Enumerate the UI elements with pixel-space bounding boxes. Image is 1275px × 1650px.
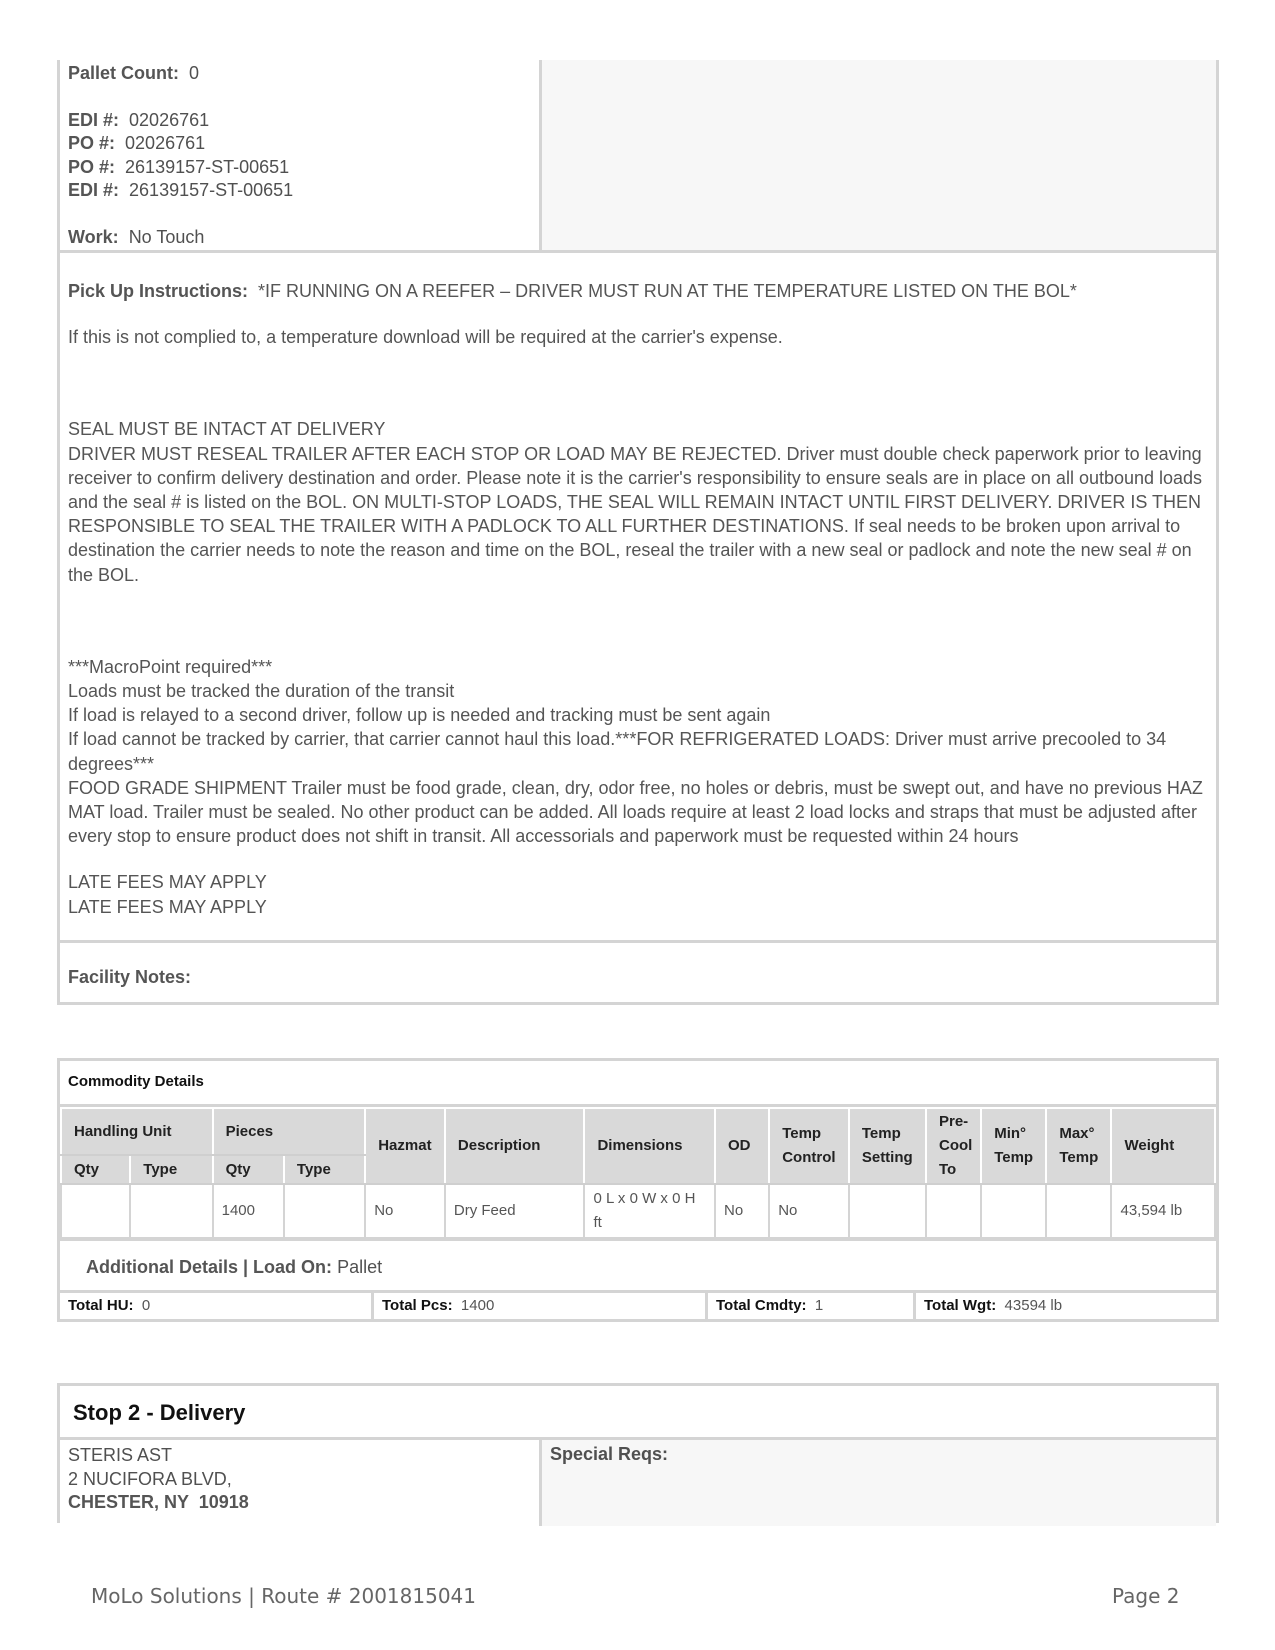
cell-hu-type <box>130 1184 212 1238</box>
cell-temp-setting <box>849 1184 926 1238</box>
work-row <box>68 226 539 250</box>
commodity-table <box>60 1107 1216 1239</box>
pickup-instructions <box>60 253 1216 943</box>
total-hu <box>60 1293 374 1321</box>
additional-details <box>60 1239 1216 1293</box>
seal-body: DRIVER MUST RESEAL TRAILER AFTER EACH STOP OR LOAD MAY BE REJECTED. Driver must double check paperwork prior to leaving receiver to confirm delivery destination and order. Please note it is the carrier's responsibility to ensure seals are in place on all outbound loads and the seal # is listed on the BOL. ON MULTI-STOP LOADS, THE SEAL WILL REMAIN INTACT UNTIL FIRST DELIVERY. DRIVER IS THEN RESPONSIBLE TO SEAL THE TRAILER WITH A PADLOCK TO ALL FURTHER DESTINATIONS. If seal needs to be broken upon arrival to destination the carrier needs to note the reason and time on the BOL, reseal the trailer with a new seal or padlock and note the new seal # on the BOL. <box>68 443 1203 585</box>
pickup-para-1: If this is not complied to, a temperature download will be required at the carrier's expense. <box>68 327 783 348</box>
reference-value: 02026761 <box>125 133 206 153</box>
cell-hu-qty <box>61 1184 130 1238</box>
stop-address <box>60 1440 542 1526</box>
reference-row <box>68 179 539 203</box>
food-grade-text: FOOD GRADE SHIPMENT Trailer must be food grade, clean, dry, odor free, no holes or debris, must be swept out, and have no previous HAZ MAT load. Trailer must be sealed. No other product can be added. All loads require at least 2 load locks and straps that must be adjusted after every stop to ensure product does not shift in transit. All accessorials and paperwork must be requested within 24 hours <box>68 777 1203 847</box>
pallet-count-value: 0 <box>189 63 200 83</box>
reference-label: PO #: <box>68 133 116 153</box>
facility-notes-label: Facility Notes: <box>68 967 192 987</box>
seal-heading: SEAL MUST BE INTACT AT DELIVERY <box>68 419 386 440</box>
commodity-details-section <box>57 1058 1219 1322</box>
reference-row <box>68 156 539 180</box>
cell-max-temp <box>1046 1184 1111 1238</box>
cell-pcs-type <box>284 1184 365 1238</box>
reference-label: EDI #: <box>68 180 120 200</box>
header-hu-qty: Qty <box>61 1155 130 1184</box>
load-on-value: Pallet <box>337 1257 383 1277</box>
total-pcs-label: Total Pcs: <box>382 1297 453 1314</box>
macropoint-line: If load is relayed to a second driver, follow up is needed and tracking must be sent again <box>68 705 771 726</box>
cell-temp-control: No <box>769 1184 849 1238</box>
header-weight: Weight <box>1111 1108 1215 1184</box>
cell-od: No <box>715 1184 769 1238</box>
total-wgt <box>916 1293 1216 1321</box>
header-pcs-qty: Qty <box>213 1155 284 1184</box>
total-hu-value: 0 <box>141 1297 151 1314</box>
cell-dimensions: 0 L x 0 W x 0 H ft <box>584 1184 715 1238</box>
additional-details-label: Additional Details | Load On: <box>86 1257 333 1277</box>
pallet-count-row <box>68 62 539 86</box>
stop-name: STERIS AST <box>68 1445 173 1465</box>
reference-label: PO #: <box>68 156 116 177</box>
macropoint-line: If load cannot be tracked by carrier, that carrier cannot haul this load.***FOR REFRIGERATED LOADS: Driver must arrive precooled to 34 degrees*** <box>68 729 1167 774</box>
cell-hazmat: No <box>365 1184 445 1238</box>
totals-row <box>60 1293 1216 1321</box>
header-dimensions: Dimensions <box>584 1108 715 1184</box>
reference-side-panel <box>542 60 1216 253</box>
header-pieces: Pieces <box>213 1108 366 1155</box>
cell-weight: 43,594 lb <box>1111 1184 1215 1238</box>
cell-pre-cool-to <box>926 1184 981 1238</box>
table-row <box>61 1184 1215 1238</box>
commodity-details-title: Commodity Details <box>60 1061 1216 1107</box>
reference-value: 02026761 <box>129 109 210 130</box>
reference-row <box>68 132 539 156</box>
footer-route: MoLo Solutions | Route # 2001815041 <box>91 1584 476 1608</box>
cell-min-temp <box>981 1184 1046 1238</box>
header-description: Description <box>445 1108 585 1184</box>
facility-notes <box>60 943 1216 999</box>
total-pcs <box>374 1293 708 1321</box>
header-hu-type: Type <box>130 1155 212 1184</box>
stop-title: Stop 2 - Delivery <box>60 1386 1216 1440</box>
header-od: OD <box>715 1108 769 1184</box>
stop-2-section <box>57 1383 1219 1523</box>
reference-value: 26139157-ST-00651 <box>129 180 294 200</box>
work-value: No Touch <box>128 226 205 247</box>
total-cmdty-value: 1 <box>814 1297 824 1314</box>
header-hazmat: Hazmat <box>365 1108 445 1184</box>
total-wgt-label: Total Wgt: <box>924 1297 997 1314</box>
header-temp-control: Temp Control <box>769 1108 849 1184</box>
pallet-count-label: Pallet Count: <box>68 63 179 83</box>
cell-description: Dry Feed <box>445 1184 585 1238</box>
late-fees-line: LATE FEES MAY APPLY <box>68 872 267 893</box>
header-temp-setting: Temp Setting <box>849 1108 926 1184</box>
macropoint-heading: ***MacroPoint required*** <box>68 656 273 677</box>
total-hu-label: Total HU: <box>68 1297 134 1314</box>
header-max-temp: Max° Temp <box>1046 1108 1111 1184</box>
late-fees-line: LATE FEES MAY APPLY <box>68 896 267 917</box>
header-min-temp: Min° Temp <box>981 1108 1046 1184</box>
cell-pcs-qty: 1400 <box>213 1184 284 1238</box>
reference-value: 26139157-ST-00651 <box>125 156 290 177</box>
pickup-details-section <box>57 60 1219 1005</box>
header-pcs-type: Type <box>284 1155 365 1184</box>
reference-panel <box>60 60 542 253</box>
total-pcs-value: 1400 <box>460 1297 495 1314</box>
pickup-first-line: *IF RUNNING ON A REEFER – DRIVER MUST RUN AT THE TEMPERATURE LISTED ON THE BOL* <box>258 281 1077 301</box>
reference-label: EDI #: <box>68 109 120 130</box>
reference-row <box>68 109 539 133</box>
macropoint-line: Loads must be tracked the duration of the transit <box>68 681 455 702</box>
work-label: Work: <box>68 226 119 247</box>
stop-street: 2 NUCIFORA BLVD, <box>68 1468 232 1489</box>
special-reqs-panel <box>542 1440 1216 1526</box>
total-cmdty-label: Total Cmdty: <box>716 1297 807 1314</box>
stop-city: CHESTER, NY 10918 <box>68 1492 249 1512</box>
pickup-instructions-label: Pick Up Instructions: <box>68 281 249 301</box>
header-handling-unit: Handling Unit <box>61 1108 213 1155</box>
special-reqs-label: Special Reqs: <box>550 1444 669 1464</box>
total-wgt-value: 43594 lb <box>1004 1297 1063 1314</box>
total-cmdty <box>708 1293 916 1321</box>
footer-page-number: Page 2 <box>1112 1584 1180 1608</box>
header-pre-cool-to: Pre-Cool To <box>926 1108 981 1184</box>
